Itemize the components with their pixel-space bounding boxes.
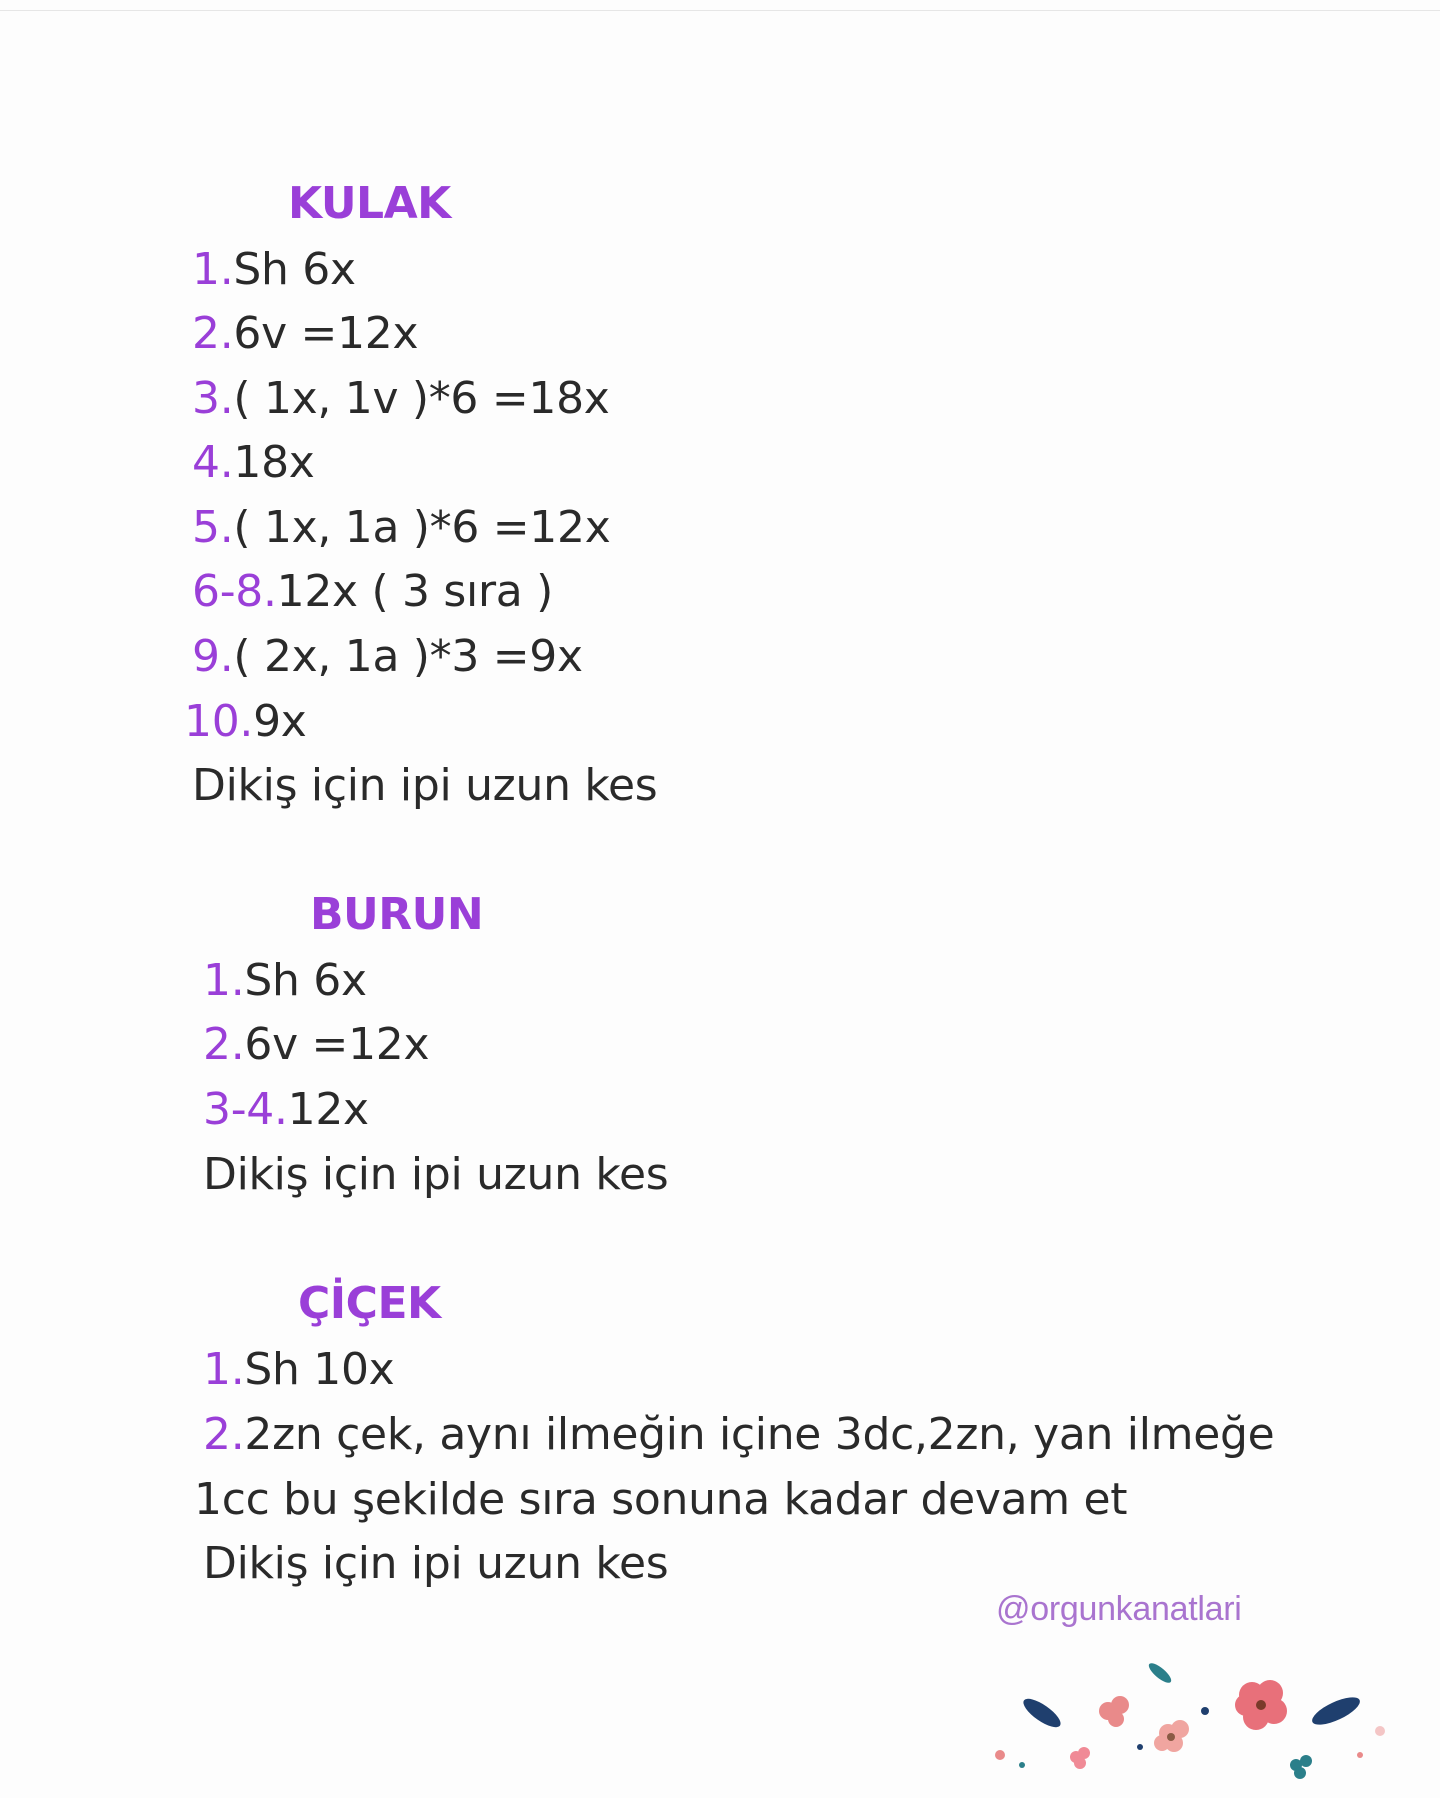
- row-number: 2.: [203, 1409, 245, 1460]
- row-text: Sh 6x: [233, 244, 356, 295]
- row-text: Dikiş için ipi uzun kes: [192, 760, 658, 811]
- pattern-note: [203, 1149, 668, 1200]
- row-number: 4.: [192, 437, 234, 488]
- pattern-row: [192, 566, 553, 617]
- dot-icon: [1201, 1707, 1209, 1715]
- section-heading-cicek: ÇİÇEK: [298, 1278, 441, 1329]
- pattern-note: [192, 760, 657, 811]
- row-number: 10.: [184, 696, 254, 747]
- row-number: 1.: [203, 955, 245, 1006]
- pattern-row: [203, 1344, 394, 1395]
- pattern-row: [192, 502, 610, 553]
- row-text: Sh 10x: [244, 1344, 395, 1395]
- flower-icon: [1290, 1755, 1312, 1779]
- row-number: 3-4.: [203, 1084, 288, 1135]
- row-number: 5.: [192, 502, 234, 553]
- row-text: ( 1x, 1v )*6 =18x: [233, 373, 610, 424]
- pattern-row: [194, 1474, 1127, 1525]
- pattern-row: [203, 1084, 369, 1135]
- pattern-row: [192, 437, 315, 488]
- row-number: 1.: [203, 1344, 245, 1395]
- pattern-row: [203, 1409, 1274, 1460]
- leaf-icon: [1019, 1694, 1064, 1732]
- row-text: 2zn çek, aynı ilmeğin içine 3dc,2zn, yan ilmeğe: [244, 1409, 1275, 1460]
- flower-icon: [1235, 1680, 1287, 1730]
- row-text: Dikiş için ipi uzun kes: [203, 1149, 669, 1200]
- pattern-note: [203, 1538, 668, 1589]
- row-number: 2.: [203, 1019, 245, 1070]
- pattern-row: [192, 373, 610, 424]
- row-text: Sh 6x: [244, 955, 367, 1006]
- row-text: ( 1x, 1a )*6 =12x: [233, 502, 611, 553]
- pattern-row: [203, 1019, 429, 1070]
- row-text: 9x: [253, 696, 307, 747]
- flower-icon: [1154, 1720, 1189, 1752]
- dot-icon: [1019, 1762, 1025, 1768]
- floral-decoration: [980, 1655, 1400, 1795]
- row-number: 6-8.: [192, 566, 277, 617]
- leaf-icon: [1146, 1660, 1174, 1686]
- pattern-row: [203, 955, 367, 1006]
- dot-icon: [1375, 1726, 1385, 1736]
- pattern-row: [192, 631, 583, 682]
- row-text: 12x ( 3 sıra ): [276, 566, 553, 617]
- flower-icon: [1099, 1696, 1129, 1727]
- flower-icon: [1070, 1747, 1090, 1769]
- row-number: 3.: [192, 373, 234, 424]
- pattern-row: [192, 244, 356, 295]
- section-heading-burun: BURUN: [310, 889, 484, 940]
- row-text: 18x: [233, 437, 315, 488]
- row-number: 2.: [192, 308, 234, 359]
- row-text: 6v =12x: [244, 1019, 430, 1070]
- section-heading-kulak: KULAK: [288, 178, 451, 229]
- row-text: 12x: [287, 1084, 369, 1135]
- pattern-row: [184, 696, 307, 747]
- row-text: 6v =12x: [233, 308, 419, 359]
- row-text: Dikiş için ipi uzun kes: [203, 1538, 669, 1589]
- leaf-icon: [1309, 1692, 1364, 1730]
- dot-icon: [995, 1750, 1005, 1760]
- top-divider: [0, 10, 1440, 11]
- row-number: 1.: [192, 244, 234, 295]
- watermark-handle: @orgunkanatlari: [996, 1590, 1242, 1628]
- dot-icon: [1137, 1744, 1143, 1750]
- pattern-row: [192, 308, 418, 359]
- row-text: ( 2x, 1a )*3 =9x: [233, 631, 583, 682]
- dot-icon: [1357, 1752, 1363, 1758]
- row-number: 9.: [192, 631, 234, 682]
- row-text: 1cc bu şekilde sıra sonuna kadar devam et: [194, 1474, 1128, 1525]
